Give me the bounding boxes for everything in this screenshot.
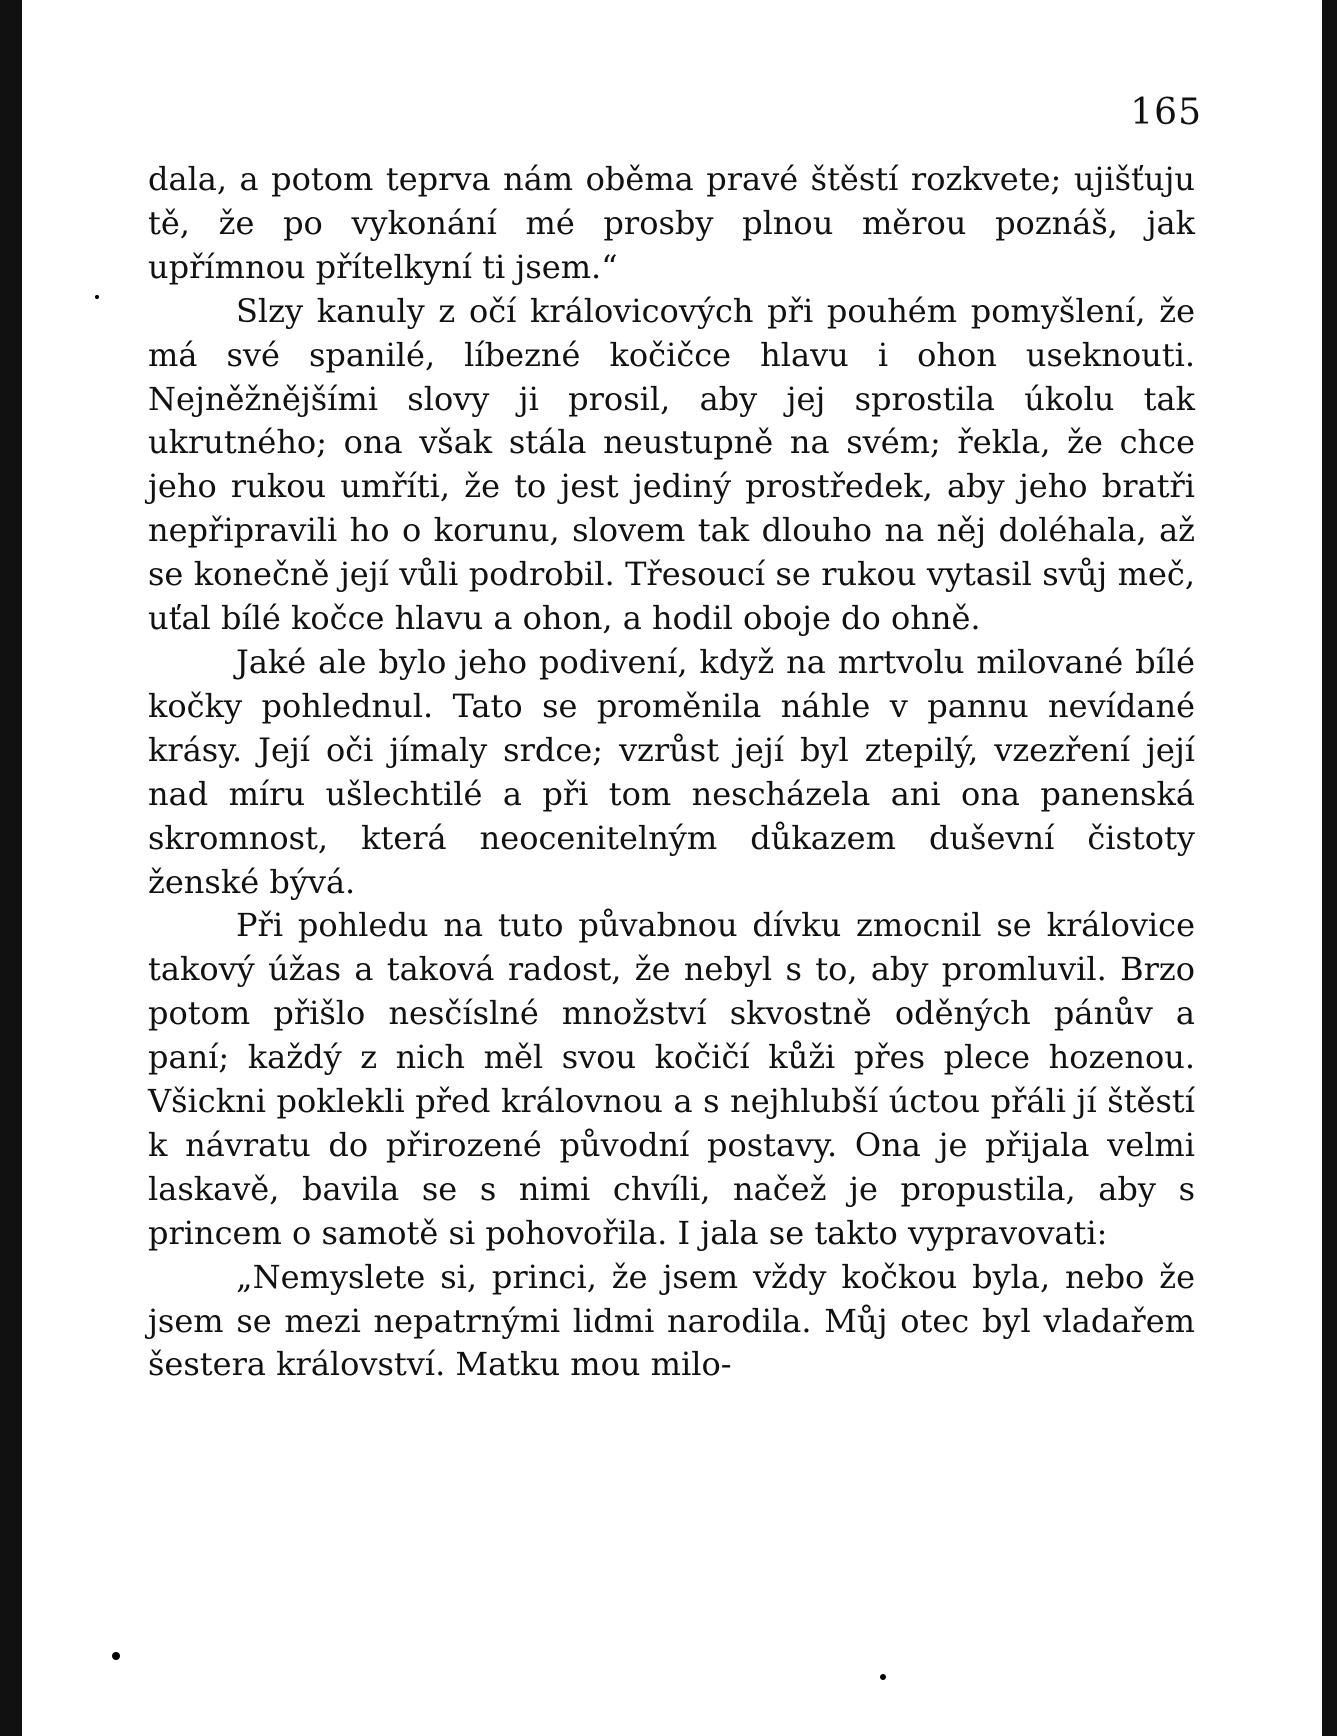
paragraph-4: Při pohledu na tuto půvabnou dívku zmocnil se královice takový úžas a taková radost, že nebyl s to, aby promluvil. Brzo potom přišlo nesčíslné množství skvostně oděných pánův a paní; každý z nich měl svou kočičí kůži přes plece hozenou. Všickni poklekli před královnou a s nejhlubší úctou přáli jí štěstí k návratu do přirozené původní postavy. Ona je přijala velmi laskavě, bavila se s nimi chvíli, načež je propustila, aby s princem o samotě si pohovořila. I jala se takto vypravovati: <box>148 906 1195 1252</box>
paragraph-1: dala, a potom teprva nám oběma pravé štěstí rozkvete; ujišťuju tě, že po vykonání mé prosby plnou měrou poznáš, jak upřímnou přítelkyní ti jsem.“ <box>148 160 1195 286</box>
book-page <box>22 0 1322 1736</box>
body-text <box>148 158 1195 1387</box>
scan-speck <box>95 295 99 299</box>
paragraph-3: Jaké ale bylo jeho podivení, když na mrtvolu milované bílé kočky pohlednul. Tato se proměnila náhle v pannu nevídané krásy. Její oči jímaly srdce; vzrůst její byl ztepilý, vzezření její nad míru ušlechtilé a při tom nescházela ani ona panenská skromnost, která neocenitelným důkazem duševní čistoty ženské bývá. <box>148 642 1195 901</box>
scan-speck <box>880 1674 886 1680</box>
paragraph-5: „Nemyslete si, princi, že jsem vždy kočkou byla, nebo že jsem se mezi nepatrnými lidmi narodila. Můj otec byl vladařem šestera království. Matku mou milo- <box>148 1257 1195 1384</box>
paragraph-2: Slzy kanuly z očí královicových při pouhém pomyšlení, že má své spanilé, líbezné kočičce hlavu i ohon useknouti. Nejněžnějšími slovy ji prosil, aby jej sprostila úkolu tak ukrutného; ona však stála neustupně na svém; řekla, že chce jeho rukou umříti, že to jest jediný prostředek, aby jeho bratři nepřipravili ho o korunu, slovem tak dlouho na něj doléhala, až se konečně její vůli podrobil. Třesoucí se rukou vytasil svůj meč, uťal bílé kočce hlavu a ohon, a hodil oboje do ohně. <box>148 291 1195 638</box>
page-number: 165 <box>1130 92 1202 133</box>
scan-speck <box>112 1652 120 1660</box>
